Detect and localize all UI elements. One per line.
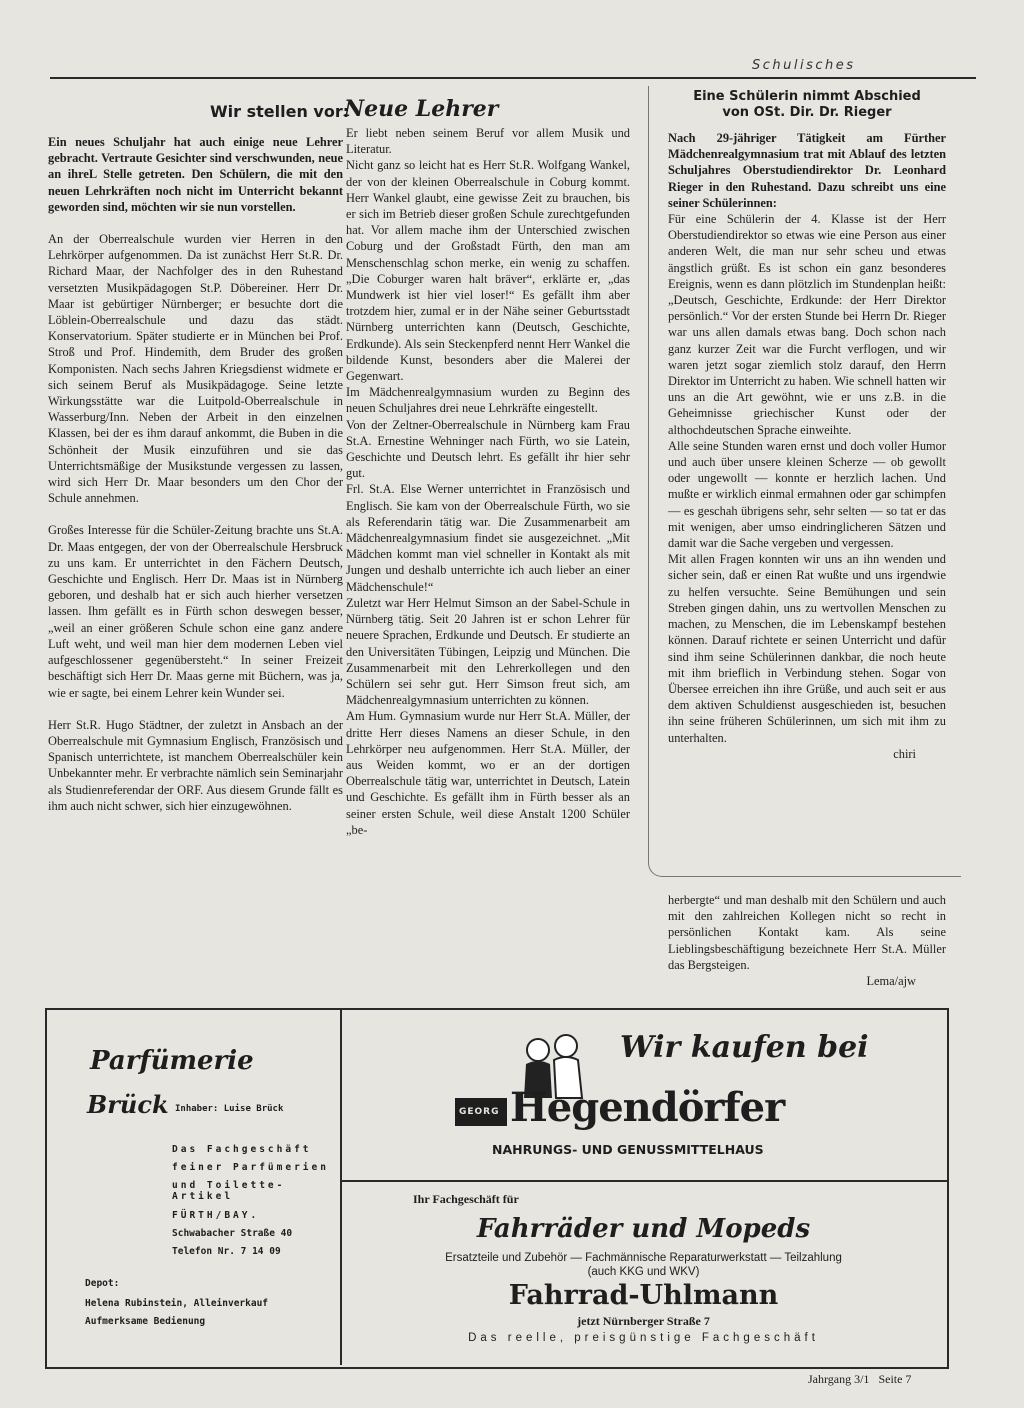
ad-hegendoerfer: [340, 1008, 947, 1182]
ad-tagline: feiner Parfümerien: [172, 1162, 329, 1173]
ad-claim: Das reelle, preisgünstige Fachgeschäft: [468, 1332, 819, 1344]
article-column-1: [48, 134, 343, 830]
ad-depot: Helena Rubinstein, Alleinverkauf: [85, 1298, 269, 1309]
sidebar-paragraph: Für eine Schülerin der 4. Klasse ist der Herr Oberstudiendirektor so etwas wie eine Person aus einer anderen Welt, die man nur sehr scheu und etwas ängstlich grüßt. Es ist schon ein ganz besonderes Ereignis, wenn es dann plötzlich im Stundenplan heißt: „Deutsch, Geschichte, Erdkunde: der Herr Direktor persönlich.“ Vor der ersten Stunde bei Herrn Dr. Rieger war uns allen damals etwas bang. Doch schon nach ganz kurzer Zeit war die Furcht verflogen, und wir waren jetzt sogar ziemlich stolz darauf, den Herrn Direktor im Unterricht zu haben. Wie schnell hatten wir uns an die Art gewöhnt, wie er uns z.B. in die Geheimnisse griechischer Kunst oder der althochdeutschen Sprache einweihte.: [668, 212, 946, 437]
article-signature: Lema/ajw: [866, 974, 916, 989]
title-line: Eine Schülerin nimmt Abschied: [693, 89, 921, 104]
article-paragraph: Herr St.R. Hugo Städtner, der zuletzt in Ansbach an der Oberrealschule mit Gymnasium Englisch, Französisch und Spanisch unterrichtete, ist manchem Oberrealschüler kein Unbekannter mehr. Er verbrachte nämlich sein Seminarjahr als Studienreferendar der ORF. Aus diesem Grunde fällt es ihm auch nicht schwer, sich hier einzugewöhnen.: [48, 717, 343, 813]
article-paragraph: Nicht ganz so leicht hat es Herr St.R. Wolfgang Wankel, der von der kleinen Oberrealschule in Coburg kommt. Herr Wankel glaubt, eine gewisse Zeit zu brauchen, bis er sich im Betrieb dieser großen Schule zurechtgefunden hat. Vor allem mache ihm der Unterschied zwischen Coburg und der Großstadt Fürth, den man am Menschenschlag schon merke, ein wenig zu schaffen. „Die Coburger waren halt bräver“, erklärte er, „das Mundwerk ist hier viel loser!“ Es gefällt ihm aber trotzdem hier, zumal er in der Nähe seiner Geburtsstadt Nürnberg unterrichten kann (Deutsch, Geschichte, Erdkunde). Als sein Steckenpferd nennt Herr Wankel die bildende Kunst, besonders aber die Malerei der Gegenwart.: [346, 158, 630, 384]
ad-owner: Inhaber: Luise Brück: [175, 1104, 284, 1114]
ad-street: Schwabacher Straße 40: [172, 1228, 293, 1239]
ad-brand-name: Brück: [87, 1090, 169, 1119]
article-continuation: [668, 892, 946, 989]
ad-address: jetzt Nürnberger Straße 7: [577, 1314, 710, 1328]
article-paragraph: Am Hum. Gymnasium wurde nur Herr St.A. Müller, der dritte Herr dieses Namens an dieser Schule, in den Lehrkörper neu aufgenommen. Herr St.A. Müller, der aus Weiden kommt, wo er an der dortigen Oberrealschule tätig war, unterrichtet in Deutsch, Latein und Geschichte. Es gefällt ihm in Fürth besser als an seiner ersten Schule, weil diese Anstalt 1200 Schüler „be-: [346, 709, 630, 837]
ad-tagline: Das Fachgeschäft: [172, 1144, 312, 1155]
article-paragraph: Großes Interesse für die Schüler-Zeitung brachte uns St.A. Dr. Maas entgegen, der von der Oberrealschule Hersbruck zu uns kam. Er unterrichtet in den Fächern Deutsch, Geschichte und Englisch. Herr Dr. Maas ist in Nürnberg geboren, und deshalb hat er sich auch hierher versetzen lassen. Ihm gefällt es in Fürth schon deswegen besser, „weil an einer größeren Schule schon eine ganz andere Luft weht, und weil man hier dem modernen Leben viel aufgeschlossener gegenübersteht.“ In seiner Freizeit beschäftigt sich Herr Dr. Maas gerne mit Büchern, was ja, wie er sagte, bei einem Lehrer kein Wunder sei.: [48, 523, 343, 700]
ad-company-name: Hegendörfer: [510, 1084, 785, 1131]
ad-first-name: GEORG: [459, 1107, 500, 1117]
article-title-prefix: Wir stellen vor:: [210, 102, 350, 121]
section-label: Schulisches: [752, 58, 856, 73]
article-title: Neue Lehrer: [344, 96, 499, 122]
ad-services-note: (auch KKG und WKV): [587, 1266, 700, 1278]
ad-fahrrad-uhlmann: [340, 1182, 947, 1365]
sidebar-paragraph: Alle seine Stunden waren ernst und doch voller Humor und auch über unsere kleinen Scherze — ob gewollt oder ungewollt — konnte er herzlich lachen. Und mußte er wirklich einmal ermahnen oder gar schimpfen — es geschah übrigens sehr, sehr selten — so tat er das mit wenigen, aber umso eindringlicheren Sätzen und damit war die Sache vergeben und vergessen.: [668, 438, 946, 551]
article-paragraph: herbergte“ und man deshalb mit den Schülern und auch mit den zahlreichen Kollegen nicht so recht in persönlichen Kontakt kam. Als seine Lieblingsbeschäftigung bezeichnete Herr St.A. Müller das Bergsteigen.: [668, 893, 946, 972]
ad-subtitle: NAHRUNGS- UND GENUSSMITTELHAUS: [492, 1142, 764, 1157]
ad-company-name: Fahrrad-Uhlmann: [508, 1280, 779, 1311]
ad-intro: Ihr Fachgeschäft für: [413, 1192, 519, 1206]
article-paragraph: Zuletzt war Herr Helmut Simson an der Sabel-Schule in Nürnberg tätig. Seit 20 Jahren ist er schon Lehrer für neuere Sprachen, Erdkunde und Deutsch. Er studierte an den Universitäten Tübingen, Leipzig und München. Die Zusammenarbeit mit den Lehrerkollegen und den Schülern sei sehr gut. Herr Simson freut sich, am Mädchenrealgymnasium unterrichten zu können.: [346, 595, 630, 708]
ad-headline: Fahrräder und Mopeds: [476, 1214, 811, 1244]
volume-number: Jahrgang 3/1: [808, 1372, 870, 1386]
sidebar-article-title: [668, 89, 946, 121]
ad-parfuemerie-brueck: [45, 1008, 342, 1365]
ad-brand-name: Parfümerie: [90, 1046, 254, 1076]
ad-depot-label: Depot:: [85, 1278, 120, 1289]
article-paragraph: An der Oberrealschule wurden vier Herren in den Lehrkörper aufgenommen. Da ist zunächst Herr St.R. Dr. Richard Maar, der Nachfolger des in den Ruhestand versetzten Musikpädagogen St.P. Döbereiner. Herr Dr. Maar ist gebürtiger Nürnberger; er besuchte dort die Löblein-Oberrealschule und dazu das städt. Konservatorium. Später studierte er in München bei Prof. Stroß und Prof. Hindemith, dem Bruder des großen Komponisten. Nach sechs Jahren Kriegsdienst widmete er sich seinem Beruf als Musikpädagoge. Seine letzte Wirkungsstätte war die Luitpold-Oberrealschule in Wasserburg/Inn. Neben der Arbeit in den einzelnen Klassen, bei der es ihm darauf ankommt, die Buben in die Schönheit der Musik einzuführen und sie das Unterrichtsmäßige der Musikstunde vergessen zu lassen, wird sich Herr Dr. Maar besonders um den Chor der Schule annehmen.: [48, 232, 343, 506]
ad-city: FÜRTH/BAY.: [172, 1210, 260, 1221]
sidebar-intro: Nach 29-jähriger Tätigkeit am Fürther Mädchenrealgymnasium trat mit Ablauf des letzten Schuljahres Oberstudiendirektor Dr. Leonhard Rieger in den Ruhestand. Dazu schreibt uns eine seiner Schülerinnen:: [668, 131, 946, 210]
page-number: Seite 7: [878, 1372, 912, 1386]
ad-phone: Telefon Nr. 7 14 09: [172, 1246, 281, 1257]
article-paragraph: Frl. St.A. Else Werner unterrichtet in Französisch und Englisch. Sie kam von der Oberrealschule Fürth, wo sie als Referendarin tätig war. Die Zusammenarbeit am Mädchenrealgymnasium findet sie ausgezeichnet. „Mit Mädchen kommt man viel schneller in Kontakt als mit Jungen und deshalb unterrichte ich auch lieber an einer Mädchenschule!“: [346, 482, 630, 594]
ad-slogan: Wir kaufen bei: [620, 1030, 869, 1065]
sidebar-article-body: [668, 130, 946, 762]
ad-tagline: und Toilette-Artikel: [172, 1180, 286, 1202]
header-rule: [50, 77, 976, 79]
ad-service: Aufmerksame Bedienung: [85, 1316, 206, 1327]
article-intro: Ein neues Schuljahr hat auch einige neue Lehrer gebracht. Vertraute Gesichter sind verschwunden, neue an ihreL Stelle getreten. Den Schülern, die mit den neuen Lehrkräften noch nicht im Unterricht bekannt geworden sind, möchten wir sie nun vorstellen.: [48, 135, 343, 214]
sidebar-paragraph: Mit allen Fragen konnten wir uns an ihn wenden und sicher sein, daß er einen Rat wußte und uns irgendwie zu helfen versuchte. Seine Bemühungen und sein Streben gingen dahin, uns zu wertvollen Menschen zu machen, zu Menschen, die im Lebenskampf bestehen können. Darauf richtete er seinen Unterricht und dafür sind ihm seine Schülerinnen dankbar, die noch heute mit ihm brieflich in Verbindung stehen. Sogar von Übersee erreichen ihn ihre Grüße, und auch seit er aus dem aktiven Schuldienst ausgeschieden ist, besuchen ihn seine früheren Schülerinnen, um sich mit ihm zu unterhalten.: [668, 552, 946, 745]
page-footer: [808, 1372, 911, 1387]
article-paragraph: Im Mädchenrealgymnasium wurden zu Beginn des neuen Schuljahres drei neue Lehrkräfte eingestellt.: [346, 385, 630, 416]
sidebar-signature: chiri: [893, 746, 916, 761]
title-line: von OSt. Dir. Dr. Rieger: [722, 105, 892, 120]
article-paragraph: Er liebt neben seinem Beruf vor allem Musik und Literatur.: [346, 126, 630, 157]
article-column-2: [346, 125, 630, 838]
ad-services: Ersatzteile und Zubehör — Fachmännische Reparaturwerkstatt — Teilzahlung: [445, 1252, 842, 1264]
article-paragraph: Von der Zeltner-Oberrealschule in Nürnberg kam Frau St.A. Ernestine Wehninger nach Fürth, wo sie Latein, Geschichte und Deutsch lehrt. Es gefällt ihr hier sehr gut.: [346, 417, 630, 481]
